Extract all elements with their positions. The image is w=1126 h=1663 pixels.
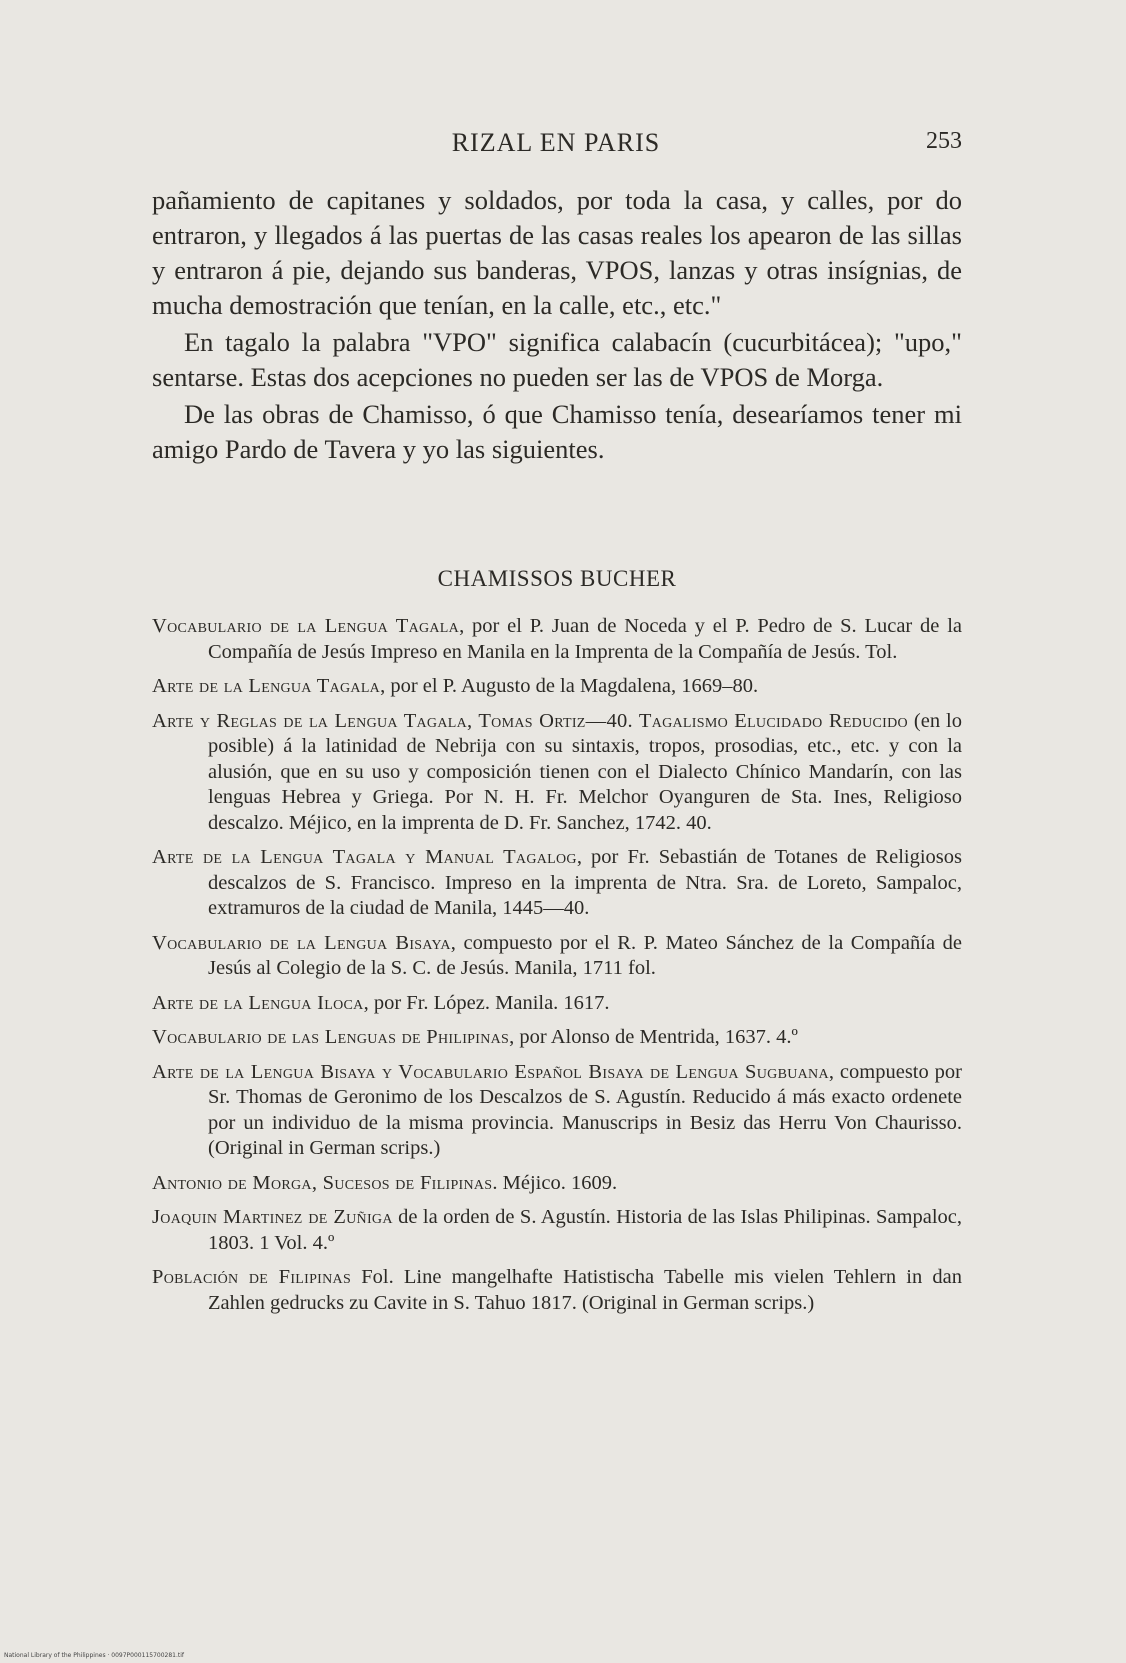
bibliography-entry [152,931,962,982]
entry-title: Población de Filipinas [152,1266,352,1288]
entry-details: de la orden de S. Agustín. Historia de las Islas Philipinas. Sampaloc, 1803. 1 Vol. 4.º [208,1206,963,1254]
page-number: 253 [926,128,962,154]
entry-details: , por el P. Juan de Noceda y el P. Pedro de S. Lucar de la Compañía de Jesús Impreso en Manila en la Imprenta de la Compañía de Jesús. Tol. [208,615,962,663]
section-heading: CHAMISSOS BUCHER [437,566,677,591]
scan-footer: National Library of the Philippines · 0097P000115700281.tif [4,1652,185,1659]
entry-details: , por Fr. Sebastián de Totanes de Religiosos descalzos de S. Francisco. Impreso en la imprenta de Ntra. Sra. de Loreto, Sampaloc, extramuros de la ciudad de Manila, 1445—40. [208,846,963,919]
entry-title: Vocabulario de la Lengua Tagala [152,615,460,637]
paragraph: En tagalo la palabra "VPO" significa calabacín (cucurbitácea); "upo," sentarse. Estas dos acepciones no pueden ser las de VPOS de Morga. [152,327,962,392]
running-title: RIZAL EN PARIS [451,128,661,157]
bibliography-entry [152,1171,962,1197]
entry-title: Arte de la Lengua Iloca [152,991,364,1014]
entry-title: Arte de la Lengua Tagala [152,675,381,697]
entry-details: (en lo posible) á la latinidad de Nebrija con su sintaxis, tropos, prosodias, etc., etc. y con la alusión, que en su uso y composición tienen con el Dialecto Chínico Mandarín, con las lenguas Hebrea y Griega. Por N. H. Fr. Melchor Oyanguren de Sta. Ines, Religioso descalzo. Méjico, en la imprenta de D. Fr. Sanchez, 1742. 40. [208,709,963,834]
body-text [152,183,962,467]
entry-title: Vocabulario de la Lengua Bisaya [152,931,451,954]
bibliography-entry [152,1205,962,1256]
bibliography-entry [152,674,962,700]
entry-details: Fol. Line mangelhafte Hatistischa Tabelle mis vielen Tehlern in dan Zahlen gedrucks zu Cavite in S. Tahuo 1817. (Original in German scrips.) [208,1266,962,1314]
entry-title: Arte de la Lengua Tagala y Manual Tagalog [152,846,577,868]
bibliography-entry [152,614,962,665]
entry-details: , compuesto por el R. P. Mateo Sánchez de la Compañía de Jesús al Colegio de la S. C. de Jesús. Manila, 1711 fol. [208,931,962,979]
bibliography-entry [152,991,962,1017]
entry-details: , por el P. Augusto de la Magdalena, 1669–80. [380,675,759,697]
paragraph: De las obras de Chamisso, ó que Chamisso tenía, desearíamos tener mi amigo Pardo de Tavera y yo las siguientes. [152,399,962,464]
bibliography-entry [152,1060,962,1162]
entry-details: , compuesto por Sr. Thomas de Geronimo de los Descalzos de S. Agustín. Reducido á más exacto ordenete por un individuo de la misma provincia. Manuscrips in Besiz das Herru Von Chaurisso. (Original in German scrips.) [208,1060,962,1159]
entry-details: , por Fr. López. Manila. 1617. [363,991,610,1014]
running-head [150,128,962,168]
entry-title: Vocabulario de las Lenguas de Philipinas [152,1026,510,1048]
entry-details: . Méjico. 1609. [492,1171,618,1194]
paragraph: pañamiento de capitanes y soldados, por toda la casa, y calles, por do entraron, y llegados á las puertas de las casas reales los apearon de las sillas y entraron á pie, dejando sus banderas, VPOS, lanzas y otras insígnias, de mucha demostración que tenían, en la calle, etc., etc." [152,185,962,320]
bibliography-entry [152,709,962,837]
entry-details: , por Alonso de Mentrida, 1637. 4.º [509,1026,798,1048]
bibliography-entry [152,1025,962,1051]
entry-title: Antonio de Morga, Sucesos de Filipinas [152,1171,493,1194]
bibliography-list [152,614,962,1325]
entry-title: Joaquin Martinez de Zuñiga [152,1206,393,1228]
bibliography-entry [152,1265,962,1316]
bibliography-entry [152,845,962,922]
entry-title: Arte y Reglas de la Lengua Tagala, Tomas Ortiz—40. Tagalismo Elucidado Reducido [152,709,908,732]
entry-title: Arte de la Lengua Bisaya y Vocabulario Español Bisaya de Lengua Sugbuana [152,1060,829,1083]
